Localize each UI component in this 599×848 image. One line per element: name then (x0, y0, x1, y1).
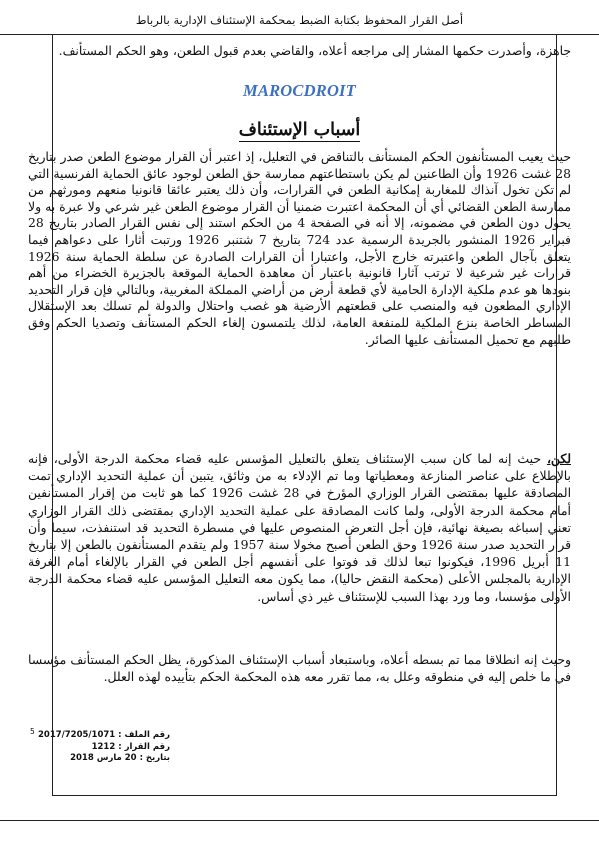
paragraph-lead: لكن، (546, 451, 571, 466)
decision-date-value: 20 مارس 2018 (70, 753, 137, 763)
paragraph-text: حيث يعيب المستأنفون الحكم المستأنف بالتناقض في التعليل، إذ اعتبر أن القرار موضوع الطعن صدر بتاريخ 28 غشت 1926 وأن الطاعنين لم يكن باستطاعتهم ممارسة حق الطعن لوجود عائق الحماية الفرنسية التي لم تكن تخول آنذاك للمغاربة إمكانية الطعن في القرارات، وأن ذلك يعتبر عائقا قانونيا منعهم ومورثهم من ممارسة الطعن القضائي أي أن المحكمة اعتبرت ضمنيا أن القرار موضوع الطعن غير شرعي ولا عبرة به ولا يحول دون الطعن في مضمونه، إلا أنه في الصفحة 4 من الحكم استند إلى نفس القرار الصادر بتاريخ 28 فبراير 1926 المنشور بالجريدة الرسمية عدد 724 بتاريخ 7 شتنبر 1926 ورتبت أثارا على دعواهم فيما يتعلق بآجال الطعن واعتبرته خارج الأجل، واعتبارا أن القرارات الصادرة عن سلطة الحماية سنة 1926 قرارات غير شرعية لا ترتب آثارا قانونية باعتبار أن معاهدة الحماية الموقعة بالجزيرة الخضراء من أهم بنودها هو عدم ملكية الإدارة الحامية لأي قطعة أرض من أراضي المملكة المغربية، وبالتالي فإن قرار التحديد الإداري المطعون فيه والمنصب على قطعتهم الأرضية هو غصب واحتلال والدولة لم تسلك بعد الإستقلال المساطر الخاصة بنزع الملكية للمنفعة العامة، لذلك يلتمسون إلغاء الحكم المستأنف وتصديا الحكم وفق طلبهم مع تحميل المستأنف عليها الصائر. (28, 149, 571, 347)
file-info (40, 730, 170, 765)
decision-number-value: 1212 (91, 741, 116, 752)
body-paragraph-3 (28, 652, 571, 686)
footer-divider (0, 820, 599, 821)
body-paragraph-1 (28, 149, 571, 348)
decision-date-label: بتاريخ : (139, 753, 170, 763)
file-number-value: 2017/7205/1071 (38, 730, 116, 740)
document-header: أصل القرار المحفوظ بكتابة الضبط بمحكمة الإستئناف الإدارية بالرباط (135, 13, 464, 27)
page-number: 5 (30, 727, 35, 736)
decision-date-line (40, 753, 170, 765)
section-heading (0, 120, 599, 140)
decision-number-label: رقم القرار : (118, 741, 170, 752)
decision-number-line (40, 742, 170, 754)
paragraph-text: حيث إنه لما كان سبب الإستئناف يتعلق بالتعليل المؤسس عليه قضاء محكمة الدرجة الأولى، فإنه بالإطلاع على عناصر المنازعة ومعطياتها وما تم الإدلاء به من وثائق، يتبين أن عملية التحديد الإداري تمت المصادقة عليها بمقتضى القرار الوزاري المؤرخ في 28 غشت 1926 كما هو ثابت من إقرار المستأنفين أمام محكمة الدرجة الأولى، ولما كانت المصادقة على عملية التحديد الإداري بمقتضى ذلك القرار الوزاري تعني إسباغه بصيغة نهائية، فإن أجل التعرض المنصوص عليها في مسطرة التحديد قد استنفذت، سيما وأن قرار التحديد صدر سنة 1926 وحق الطعن أصبح مخولا سنة 1957 ولم يتقدم المستأنفون بالطعن إلا بتاريخ 11 أبريل 1996، فيكونوا تبعا لذلك قد فوتوا على أنفسهم أجل الطعن في القرار بالإلغاء أمام الغرفة الإدارية بالمجلس الأعلى (محكمة النقض حاليا)، مما يكون معه التعليل المؤسس عليه قضاء محكمة الدرجة الأولى مؤسسا، وما ورد بهذا السبب للإستئناف غير ذي أساس. (28, 451, 572, 604)
body-paragraph-2 (28, 450, 571, 605)
file-number-line (40, 730, 170, 742)
file-number-label: رقم الملف : (118, 730, 170, 740)
section-heading-text: أسباب الإستئناف (238, 120, 361, 140)
paragraph-text: وحيث إنه انطلاقا مما تم بسطه أعلاه، وباستبعاد أسباب الإستئناف المذكورة، يظل الحكم المستأنف مؤسسا في ما خلص إليه في منطوقه وعلل به، مما تقرر معه هذه المحكمة الحكم بتأييده لهذه العلل. (28, 652, 571, 684)
intro-paragraph: جاهزة، وأصدرت حكمها المشار إلى مراجعه أعلاه، والقاضي بعدم قبول الطعن، وهو الحكم المستأنف. (58, 43, 571, 58)
watermark-logo: MAROCDROIT (243, 81, 356, 100)
header-divider (0, 34, 599, 35)
